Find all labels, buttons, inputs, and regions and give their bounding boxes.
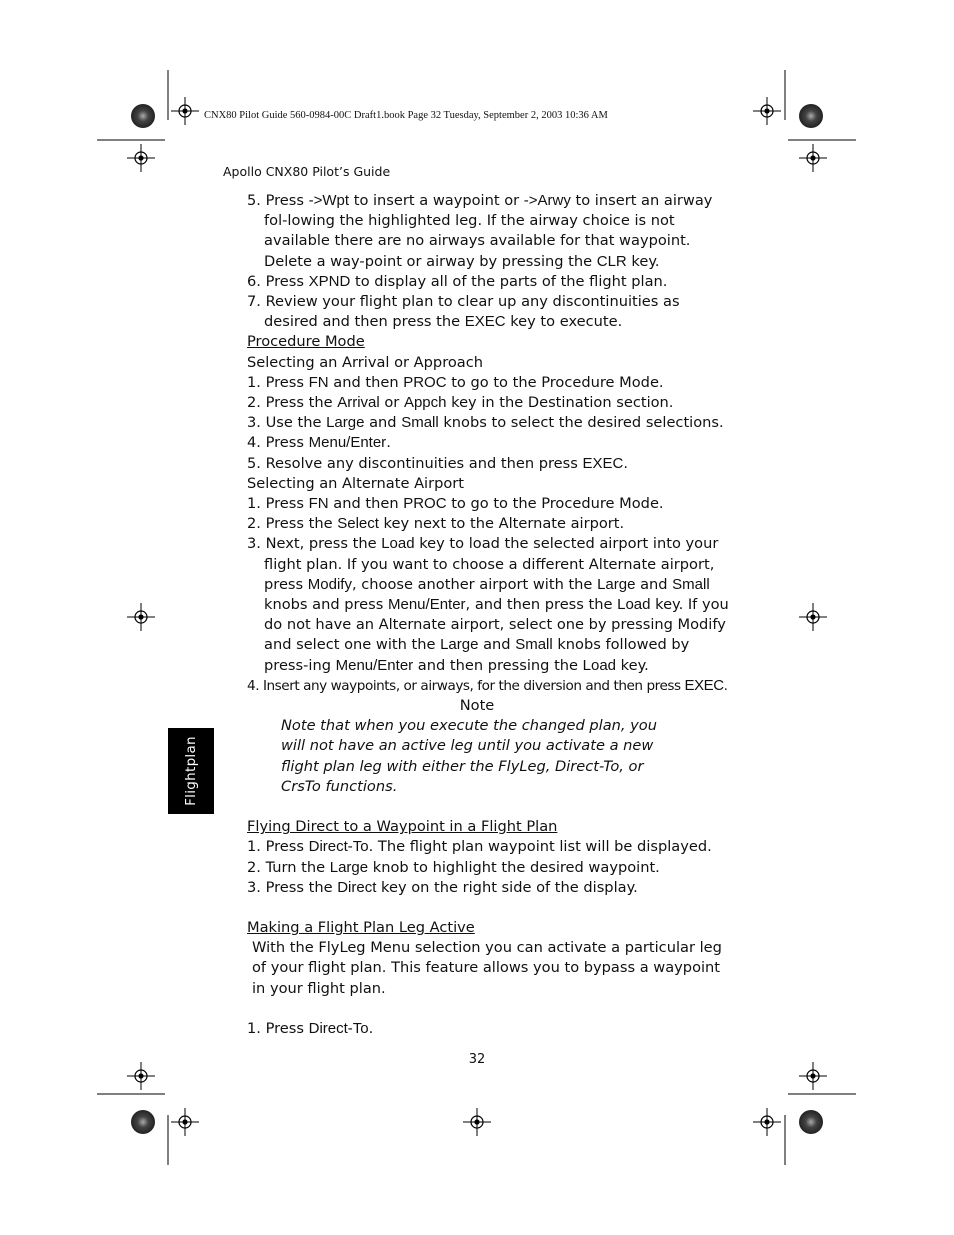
step-text: key on the right side of the display.	[376, 878, 638, 896]
step-text: .	[368, 1019, 374, 1037]
step-text: to insert a waypoint or	[349, 192, 524, 209]
heading-leg-active: Making a Flight Plan Leg Active	[247, 918, 475, 936]
step-text: Press	[265, 192, 309, 209]
step-text: Press the	[265, 878, 338, 896]
step-text: Turn the	[265, 858, 330, 876]
step-text: Press	[265, 838, 309, 856]
step-number: 7.	[247, 293, 261, 311]
step-number: 1.	[247, 495, 261, 513]
page-number: 32	[468, 1052, 486, 1067]
step-text: key to execute.	[505, 313, 623, 331]
step-text: Press	[265, 1019, 309, 1037]
step-text: to go to the Procedure Mode.	[446, 495, 664, 513]
step-text: Insert any waypoints, or airways, for the diversion and then press	[262, 677, 685, 694]
step-text: Press	[265, 434, 309, 452]
step-number: 1.	[247, 1019, 261, 1037]
step-text: key in the Destination section.	[446, 394, 674, 412]
step-text: to go to the Procedure Mode.	[446, 373, 664, 391]
step-text: knobs and press	[264, 596, 388, 614]
step-text: Use the	[265, 414, 327, 432]
step-text: to insert an airway fol-lowing the highlighted leg. If the airway choice is not available there are no airways available for that waypoint. Delete a way-point or airway by pressing the	[264, 192, 713, 270]
step-text: key next to the Alternate airport.	[378, 515, 625, 533]
key-label: PROC	[403, 373, 447, 391]
step-number: 2.	[247, 515, 261, 533]
running-head: Apollo CNX80 Pilot’s Guide	[223, 164, 391, 179]
side-tab-label: Flightplan	[183, 736, 199, 806]
step-text: Resolve any discontinuities and then press	[265, 454, 583, 472]
key-label: Load	[381, 535, 415, 553]
step-text: key to load the selected airport into your flight plan. If you want to choose a different Alternate airport, press	[264, 535, 719, 593]
key-label: Arrival	[337, 394, 380, 412]
note-title: Note	[459, 697, 495, 715]
key-label: Small	[401, 414, 439, 432]
step-text: Press the	[265, 394, 338, 412]
heading-arrival-approach: Selecting an Arrival or Approach	[247, 353, 484, 371]
step-text: and	[478, 636, 516, 654]
step-text: , choose another airport with the	[351, 575, 598, 593]
step-text: and then	[328, 495, 404, 513]
step-text: Press the	[265, 515, 338, 533]
key-label: Direct-To	[308, 838, 369, 856]
key-label: EXEC	[464, 313, 506, 331]
step-number: 1.	[247, 373, 261, 391]
step-number: 2.	[247, 858, 261, 876]
step-number: 4.	[247, 677, 260, 694]
key-label: Modify	[307, 575, 352, 593]
step-text: knobs followed by press-ing	[264, 636, 690, 674]
step-number: 5.	[247, 192, 261, 209]
heading-flying-direct: Flying Direct to a Waypoint in a Flight Plan	[247, 818, 558, 836]
key-label: Direct	[337, 878, 377, 896]
step-text: Press	[265, 373, 309, 391]
key-label: Small	[515, 636, 553, 654]
print-file-info: CNX80 Pilot Guide 560-0984-00C Draft1.book Page 32 Tuesday, September 2, 2003 10:36 AM	[204, 110, 608, 121]
step-text: and then pressing the	[413, 656, 583, 674]
step-number: 6.	[247, 272, 261, 290]
note-text: Note that when you execute the changed plan, you will not have an active leg until you activate a new flight plan leg with either the FlyLeg, Direct-To, or CrsTo functions.	[281, 717, 657, 795]
key-label: Load	[582, 656, 617, 674]
step-text: .	[386, 434, 391, 452]
step-text: or	[379, 394, 404, 412]
key-label: Menu/Enter	[388, 596, 466, 614]
step-number: 4.	[247, 434, 261, 452]
key-label: FN	[308, 495, 329, 513]
key-label: EXEC	[684, 676, 724, 694]
step-text: knob to highlight the desired waypoint.	[368, 858, 660, 876]
key-label: ->Wpt	[308, 192, 350, 209]
key-label: Menu/Enter	[308, 434, 387, 452]
leg-active-paragraph: With the FlyLeg Menu selection you can activate a particular leg of your flight plan. This feature allows you to bypass a waypoint in your flight plan.	[252, 939, 722, 997]
step-text: Review your flight plan to clear up any discontinuities as desired and then press the	[264, 293, 680, 331]
step-number: 3.	[247, 414, 261, 432]
step-number: 5.	[247, 454, 261, 472]
step-text: Next, press the	[265, 535, 382, 553]
step-text: and then	[328, 373, 404, 391]
step-number: 3.	[247, 535, 261, 553]
step-text: Press	[265, 495, 309, 513]
key-label: Direct-To	[308, 1019, 369, 1037]
step-text: , and then press the	[465, 596, 618, 614]
step-text: key.	[616, 656, 649, 674]
step-text: key.	[626, 252, 660, 270]
step-text: . The flight plan waypoint list will be displayed.	[368, 838, 712, 856]
step-text: and	[635, 575, 673, 593]
key-label: Large	[440, 636, 479, 654]
key-label: PROC	[403, 495, 447, 513]
heading-procedure-mode: Procedure Mode	[247, 333, 365, 351]
step-text: key. If you do not have an Alternate airport, select one by pressing Modify and select one with the	[264, 596, 729, 654]
key-label: Menu/Enter	[335, 656, 414, 674]
key-label: CLR	[596, 252, 627, 270]
key-label: FN	[308, 373, 329, 391]
key-label: Large	[329, 858, 369, 876]
step-text: and	[364, 414, 402, 432]
step-text: Press	[265, 272, 309, 290]
key-label: Large	[597, 575, 636, 593]
key-label: Load	[617, 596, 651, 614]
key-label: Select	[337, 515, 379, 533]
step-text: knobs to select the desired selections.	[438, 414, 724, 432]
heading-alternate-airport: Selecting an Alternate Airport	[247, 474, 465, 492]
key-label: EXEC	[582, 454, 624, 472]
key-label: XPND	[308, 272, 351, 290]
key-label: ->Arwy	[523, 192, 571, 209]
step-text: .	[723, 677, 728, 694]
step-number: 2.	[247, 394, 261, 412]
step-number: 3.	[247, 878, 261, 896]
key-label: Appch	[403, 394, 447, 412]
key-label: Large	[326, 414, 365, 432]
step-text: to display all of the parts of the flight plan.	[350, 272, 668, 290]
step-number: 1.	[247, 838, 261, 856]
key-label: Small	[672, 575, 710, 593]
color-rosette-marks	[131, 104, 823, 1134]
step-text: .	[623, 454, 629, 472]
